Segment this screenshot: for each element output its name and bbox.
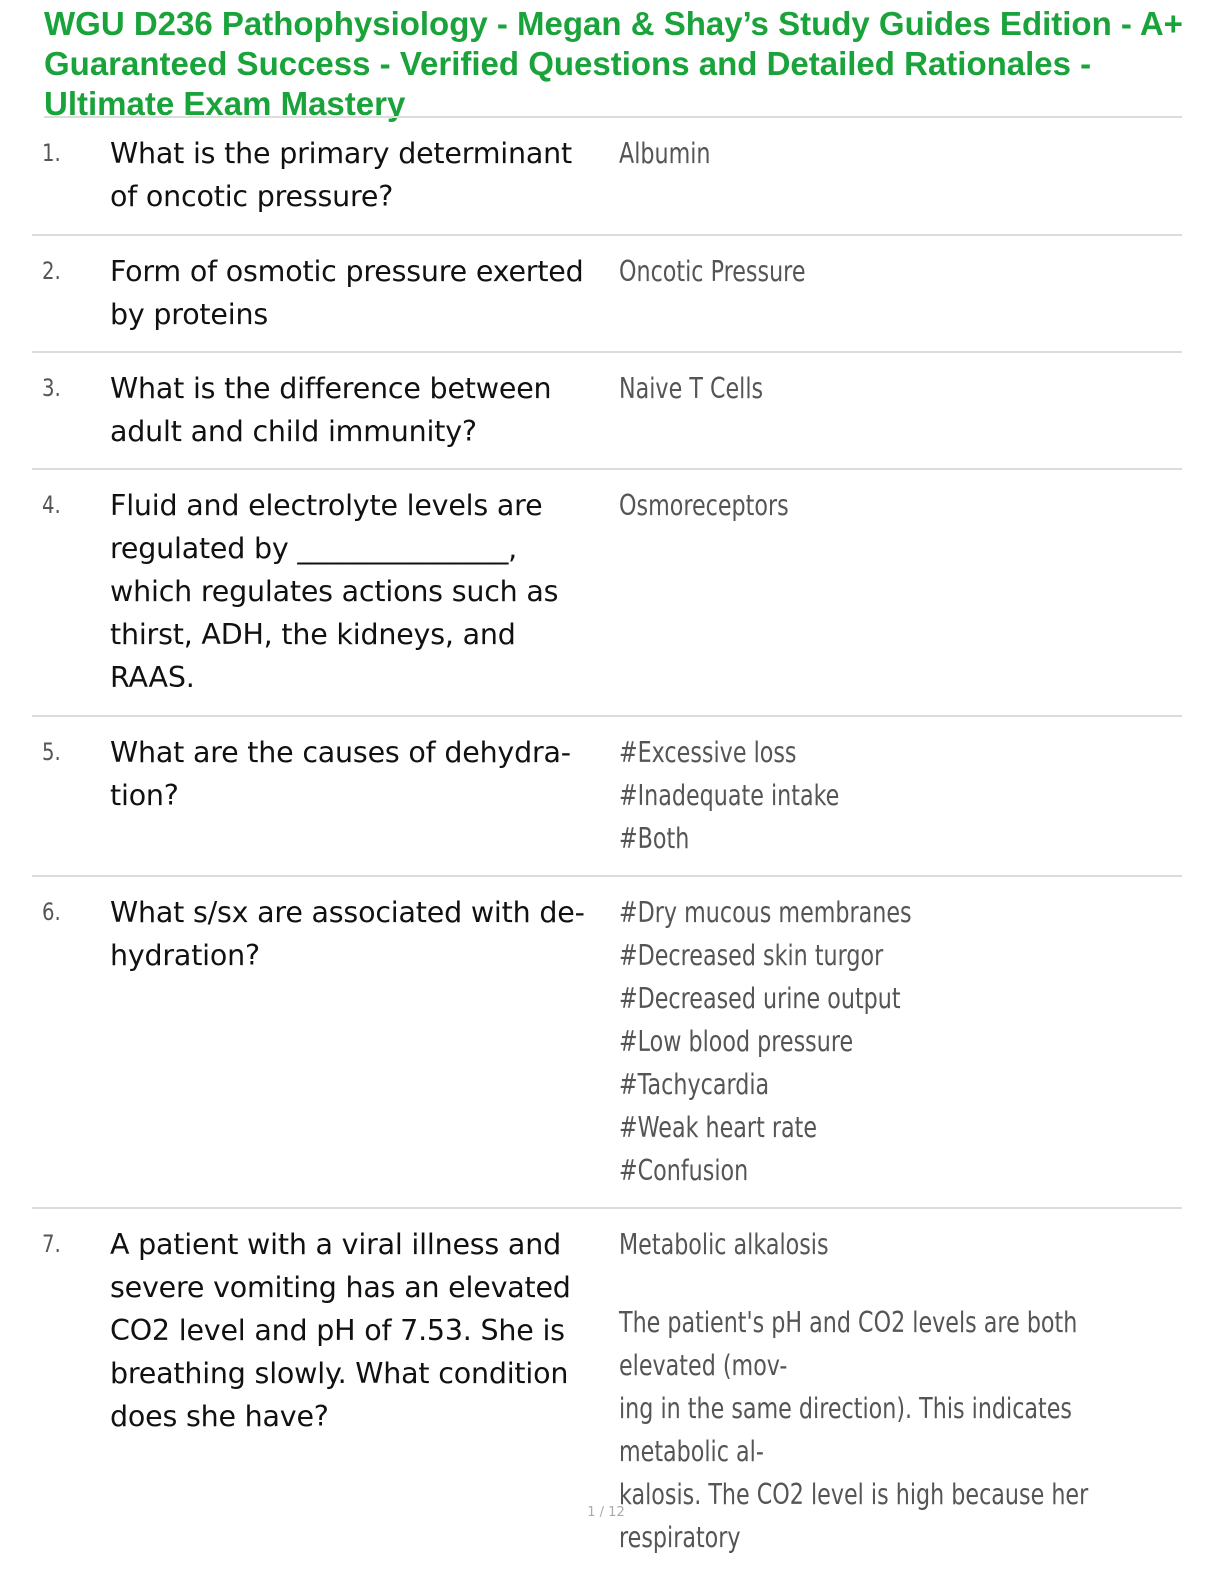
question-text: Form of osmotic pressure exerted by proteins	[110, 255, 584, 331]
qa-item	[32, 470, 1182, 717]
item-number: 6.	[42, 898, 61, 926]
question-text: What s/sx are associated with de- hydration?	[110, 896, 585, 972]
qa-item	[32, 236, 1182, 353]
answer-text: Osmoreceptors	[619, 489, 789, 522]
question-text: What is the difference between adult and child immunity?	[110, 372, 552, 448]
answer-text: Oncotic Pressure	[619, 255, 806, 288]
rationale-text: The patient's pH and CO2 levels are both elevated (mov- ing in the same direction). This indicates metabolic al- kalosis. The CO2 level is high because her respiratory	[619, 1306, 1089, 1554]
question-text: What are the causes of dehydra- tion?	[110, 736, 571, 812]
qa-item	[32, 118, 1182, 236]
question-text: A patient with a viral illness and severe vomiting has an elevated CO2 level and pH of 7.53. She is breathing slowly. What condition does she have?	[110, 1228, 571, 1433]
item-number: 4.	[42, 491, 61, 519]
answer-text: #Dry mucous membranes #Decreased skin turgor #Decreased urine output #Low blood pressure #Tachycardia #Weak heart rate #Confusion	[619, 896, 912, 1187]
item-number: 7.	[42, 1230, 61, 1258]
question-text: Fluid and electrolyte levels are regulated by _______________, which regulates actions such as thirst, ADH, the kidneys, and RAAS.	[110, 489, 559, 694]
item-number: 3.	[42, 374, 61, 402]
answer-text: Naive T Cells	[619, 372, 764, 405]
qa-item	[32, 877, 1182, 1209]
answer-text: #Excessive loss #Inadequate intake #Both	[619, 736, 840, 855]
qa-item	[32, 353, 1182, 470]
page-number: 1 / 12	[587, 1505, 625, 1520]
answer-text: Albumin	[619, 137, 711, 170]
document-title: WGU D236 Pathophysiology - Megan & Shay’s Study Guides Edition - A+ Guaranteed Success - Verified Questions and Detailed Rationales - Ultimate Exam Mastery	[44, 5, 1183, 122]
qa-item	[32, 717, 1182, 877]
answer-text: Metabolic alkalosis	[619, 1228, 829, 1261]
item-number: 1.	[42, 139, 61, 167]
item-number: 2.	[42, 257, 61, 285]
item-number: 5.	[42, 738, 61, 766]
question-text: What is the primary determinant of oncotic pressure?	[110, 137, 572, 213]
